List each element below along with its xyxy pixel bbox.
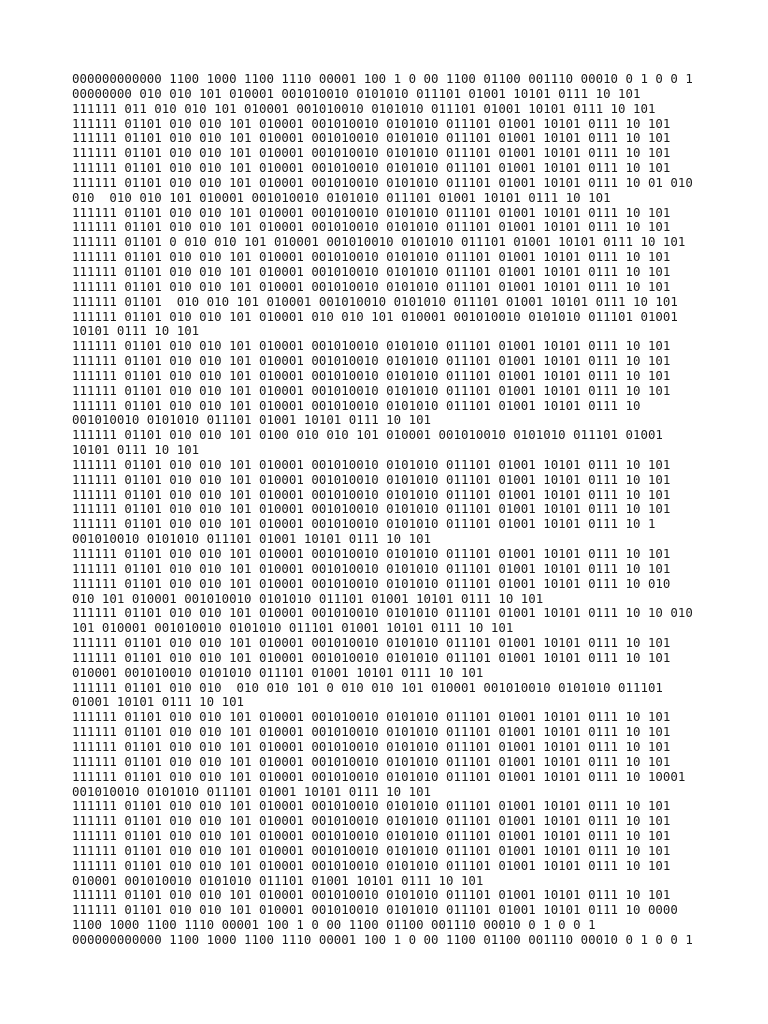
text-line: 111111 01101 010 010 101 010001 001010010 0101010 011101 01001 10101 0111 10 101: [72, 146, 671, 161]
text-line: 111111 01101 010 010 101 010001 001010010 0101010 011101 01001 10101 0111 10 101: [72, 383, 671, 398]
text-line: 010001 001010010 0101010 011101 01001 10101 0111 10 101: [72, 873, 484, 888]
text-line: 111111 01101 010 010 101 010001 001010010 0101010 011101 01001 10101 0111 10 101: [72, 131, 671, 146]
binary-text-block: [72, 72, 712, 948]
text-line: 111111 01101 010 010 101 010001 001010010 0101010 011101 01001 10101 0111 10 101: [72, 710, 671, 725]
text-line: 01001 10101 0111 10 101: [72, 695, 245, 710]
text-line: 111111 01101 010 010 101 010001 001010010 0101010 011101 01001 10101 0111 10 101: [72, 829, 671, 844]
text-line: 111111 01101 010 010 010 010 101 0 010 010 101 010001 001010010 0101010 011101: [72, 680, 663, 695]
text-line: 111111 01101 010 010 101 010001 001010010 0101010 011101 01001 10101 0111 10 101: [72, 843, 671, 858]
text-line: 111111 01101 010 010 101 010001 001010010 0101010 011101 01001 10101 0111 10 01 010: [72, 175, 693, 190]
text-line: 111111 01101 010 010 101 010001 001010010 0101010 011101 01001 10101 0111 10 101: [72, 547, 671, 561]
text-line: 001010010 0101010 011101 01001 10101 0111 10 101: [72, 532, 432, 547]
text-line: 000000000000 1100 1000 1100 1110 00001 100 1 0 00 1100 01100 001110 00010 0 1 0 0 1: [72, 72, 693, 86]
text-line: 111111 01101 010 010 101 010001 001010010 0101010 011101 01001 10101 0111 10 101: [72, 888, 671, 903]
text-line: 111111 01101 010 010 101 010001 001010010 0101010 011101 01001 10101 0111 10 101: [72, 354, 671, 369]
text-line: 111111 01101 010 010 101 010001 001010010 0101010 011101 01001 10101 0111 10 101: [72, 250, 671, 265]
text-line: 001010010 0101010 011101 01001 10101 0111 10 101: [72, 413, 432, 428]
text-line: 111111 01101 010 010 101 010001 001010010 0101010 011101 01001 10101 0111 10 101: [72, 799, 671, 814]
text-line: 111111 01101 010 010 101 010001 001010010 0101010 011101 01001 10101 0111 10 010: [72, 576, 671, 591]
text-line: 1100 1000 1100 1110 00001 100 1 0 00 1100 01100 001110 00010 0 1 0 0 1: [72, 918, 596, 933]
text-line: 111111 01101 010 010 101 010001 001010010 0101010 011101 01001 10101 0111 10 101: [72, 220, 671, 235]
text-line: 111111 01101 010 010 101 010001 001010010 0101010 011101 01001 10101 0111 10 0000: [72, 903, 678, 918]
text-line: 010 010 010 101 010001 001010010 0101010 011101 01001 10101 0111 10 101: [72, 190, 611, 205]
text-line: 010 101 010001 001010010 0101010 011101 01001 10101 0111 10 101: [72, 591, 544, 606]
text-line: 111111 01101 010 010 101 010001 001010010 0101010 011101 01001 10101 0111 10 10 010: [72, 606, 693, 621]
text-line: 111111 011 010 010 101 010001 001010010 0101010 011101 01001 10101 0111 10 101: [72, 101, 656, 116]
text-line: 111111 01101 010 010 101 010001 001010010 0101010 011101 01001 10101 0111 10 101: [72, 739, 671, 754]
text-line: 111111 01101 010 010 101 010001 001010010 0101010 011101 01001 10101 0111 10 101: [72, 814, 671, 829]
text-line: 111111 01101 010 010 101 010001 001010010 0101010 011101 01001 10101 0111 10 101: [72, 725, 671, 740]
text-line: 111111 01101 010 010 101 010001 001010010 0101010 011101 01001 10101 0111 10 101: [72, 502, 671, 517]
text-line: 111111 01101 010 010 101 010001 001010010 0101010 011101 01001 10101 0111 10 101: [72, 116, 671, 131]
text-line: 111111 01101 010 010 101 010001 001010010 0101010 011101 01001 10101 0111 10: [72, 398, 641, 413]
text-line: 111111 01101 010 010 101 010001 001010010 0101010 011101 01001 10101 0111 10 10001: [72, 769, 686, 784]
text-line: 111111 01101 010 010 101 010001 001010010 0101010 011101 01001 10101 0111 10 101: [72, 205, 671, 220]
text-line: 111111 01101 010 010 101 0100 010 010 101 010001 001010010 0101010 011101 01001: [72, 428, 663, 443]
text-line: 111111 01101 010 010 101 010001 001010010 0101010 011101 01001 10101 0111 10 101: [72, 457, 671, 472]
text-line: 111111 01101 010 010 101 010001 001010010 0101010 011101 01001 10101 0111 10 101: [72, 472, 671, 487]
text-line: 111111 01101 010 010 101 010001 001010010 0101010 011101 01001 10101 0111 10 101: [72, 561, 671, 576]
text-line: 111111 01101 010 010 101 010001 001010010 0101010 011101 01001 10101 0111 10 101: [72, 264, 671, 279]
text-line: 000000000000 1100 1000 1100 1110 00001 100 1 0 00 1100 01100 001110 00010 0 1 0 0 1: [72, 932, 693, 947]
text-line: 10101 0111 10 101: [72, 443, 200, 458]
text-line: 00000000 010 010 101 010001 001010010 0101010 011101 01001 10101 0111 10 101: [72, 86, 641, 101]
text-line: 111111 01101 010 010 101 010001 001010010 0101010 011101 01001 10101 0111 10 101: [72, 279, 671, 294]
text-line: 111111 01101 010 010 101 010001 001010010 0101010 011101 01001 10101 0111 10 101: [72, 339, 671, 354]
text-line: 111111 01101 0 010 010 101 010001 001010010 0101010 011101 01001 10101 0111 10 101: [72, 235, 686, 250]
text-line: 111111 01101 010 010 101 010001 001010010 0101010 011101 01001 10101 0111 10 101: [72, 487, 671, 502]
text-line: 001010010 0101010 011101 01001 10101 0111 10 101: [72, 784, 432, 799]
text-line: 111111 01101 010 010 101 010001 001010010 0101010 011101 01001 10101 0111 10 101: [72, 636, 671, 651]
text-line: 111111 01101 010 010 101 010001 010 010 101 010001 001010010 0101010 011101 01001: [72, 309, 678, 324]
text-line: 111111 01101 010 010 101 010001 001010010 0101010 011101 01001 10101 0111 10 101: [72, 294, 678, 309]
text-line: 101 010001 001010010 0101010 011101 01001 10101 0111 10 101: [72, 621, 514, 636]
text-line: 010001 001010010 0101010 011101 01001 10101 0111 10 101: [72, 665, 484, 680]
text-line: 111111 01101 010 010 101 010001 001010010 0101010 011101 01001 10101 0111 10 101: [72, 650, 671, 665]
text-line: 111111 01101 010 010 101 010001 001010010 0101010 011101 01001 10101 0111 10 101: [72, 754, 671, 769]
text-line: 111111 01101 010 010 101 010001 001010010 0101010 011101 01001 10101 0111 10 1: [72, 517, 656, 532]
text-line: 111111 01101 010 010 101 010001 001010010 0101010 011101 01001 10101 0111 10 101: [72, 368, 671, 383]
text-line: 111111 01101 010 010 101 010001 001010010 0101010 011101 01001 10101 0111 10 101: [72, 161, 671, 176]
text-line: 10101 0111 10 101: [72, 324, 200, 339]
text-line: 111111 01101 010 010 101 010001 001010010 0101010 011101 01001 10101 0111 10 101: [72, 858, 671, 873]
